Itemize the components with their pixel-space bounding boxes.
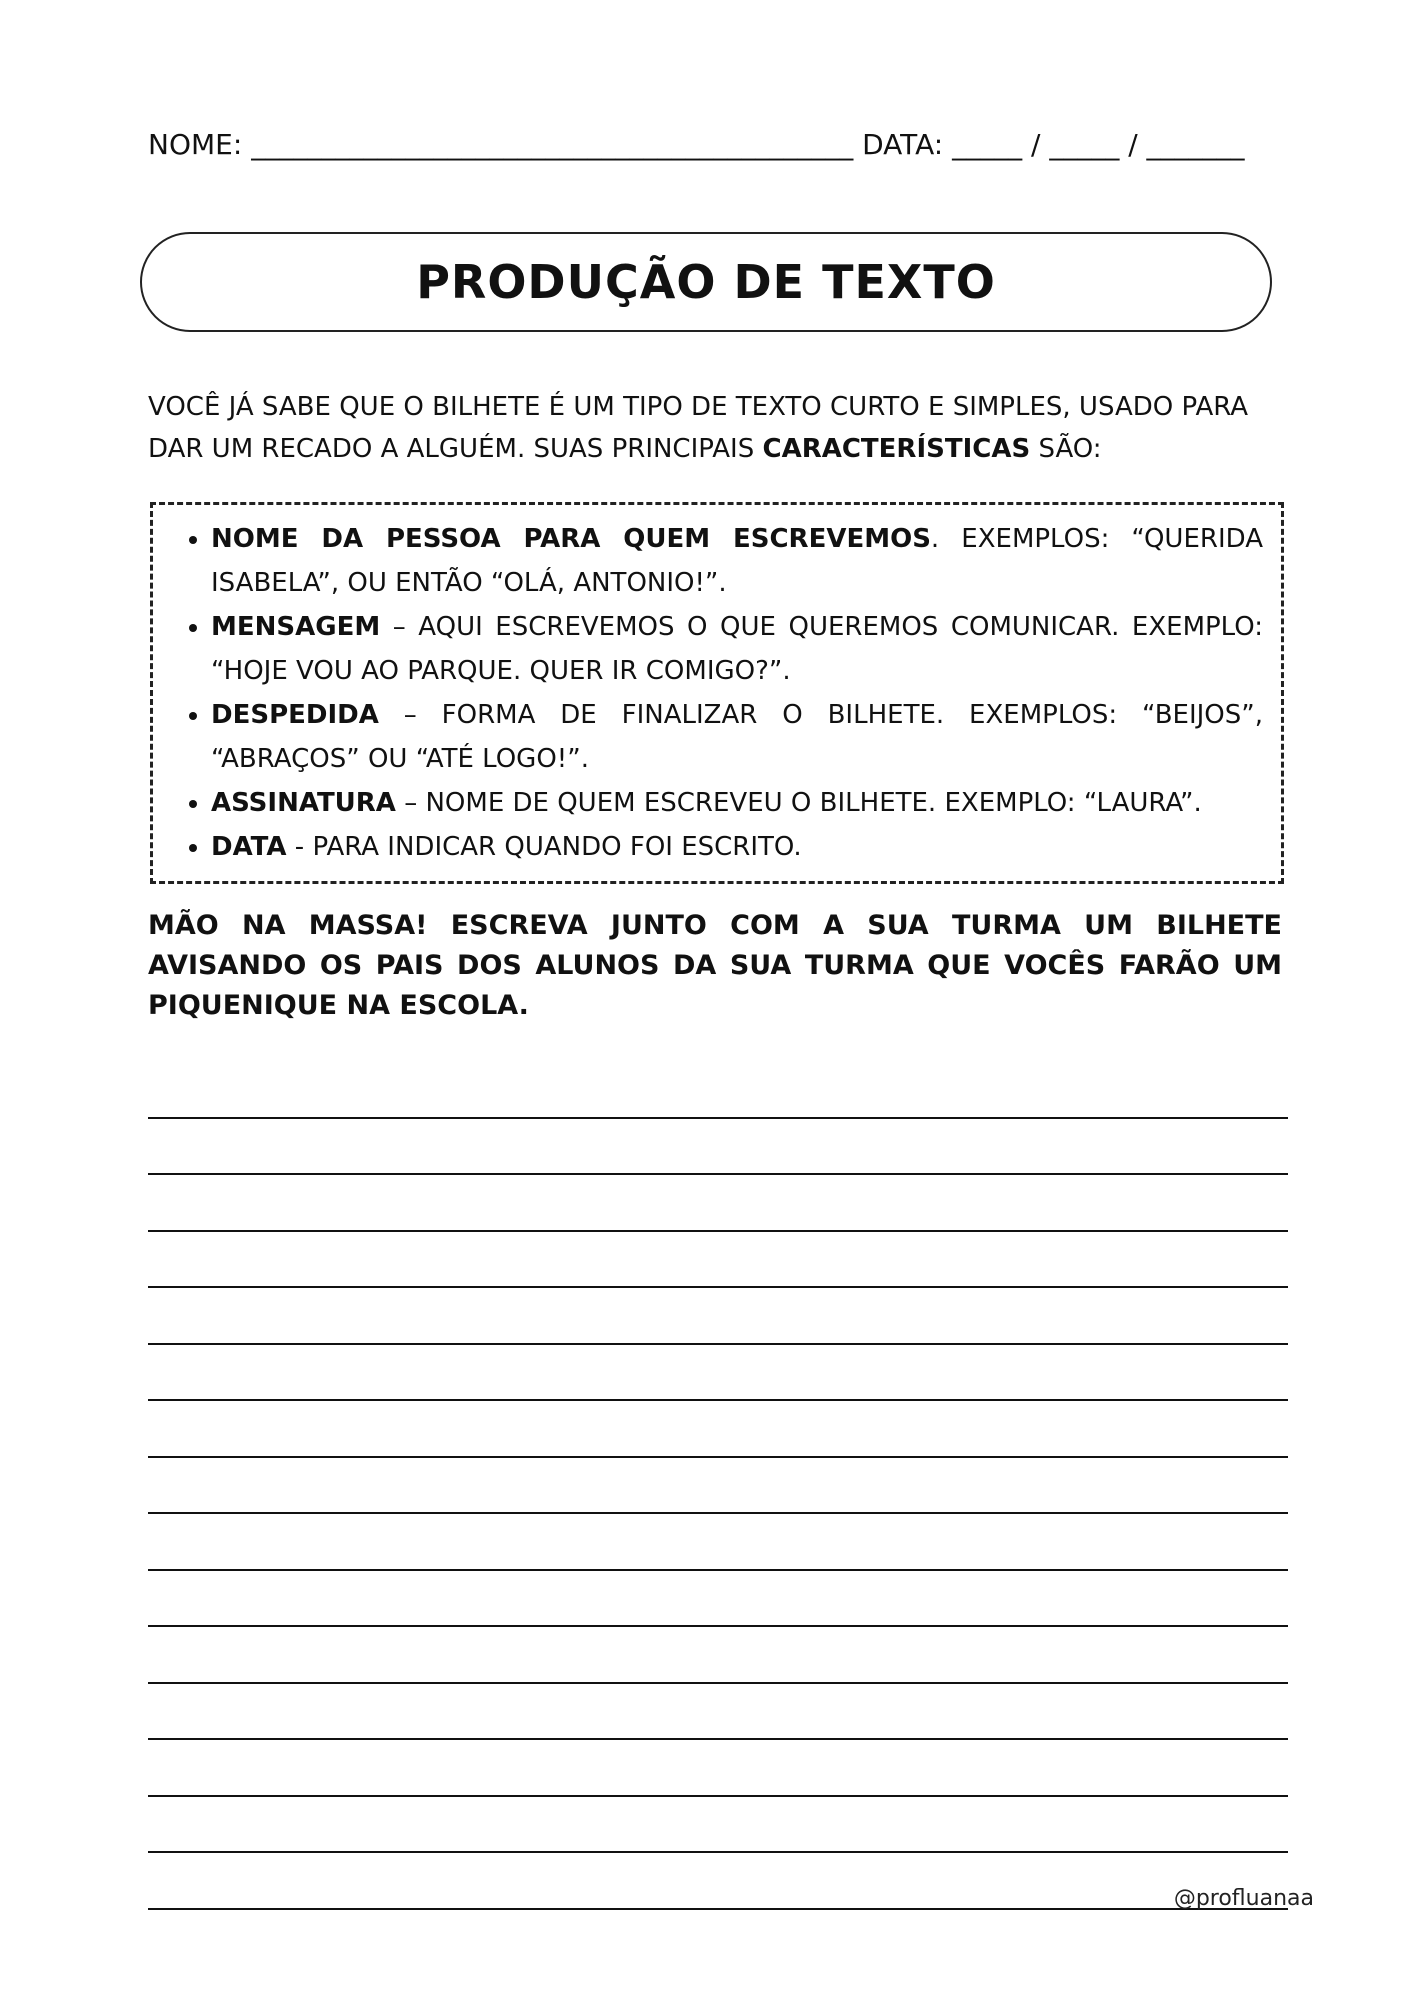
- intro-text-end: SÃO:: [1030, 434, 1102, 464]
- intro-paragraph: [148, 386, 1278, 470]
- writing-line[interactable]: [148, 1458, 1288, 1515]
- writing-line[interactable]: [148, 1175, 1288, 1232]
- writing-line[interactable]: [148, 1062, 1288, 1119]
- item-description: – FORMA DE FINALIZAR O BILHETE. EXEMPLOS: “BEIJOS”, “ABRAÇOS” OU “ATÉ LOGO!”.: [211, 700, 1263, 774]
- name-blank[interactable]: ___________________________________________: [251, 128, 854, 161]
- writing-lines[interactable]: [148, 1062, 1288, 1910]
- name-label: NOME:: [148, 128, 243, 161]
- item-description: – AQUI ESCREVEMOS O QUE QUEREMOS COMUNICAR. EXEMPLO: “HOJE VOU AO PARQUE. QUER IR COMIGO?”.: [211, 612, 1263, 686]
- writing-line[interactable]: [148, 1684, 1288, 1741]
- intro-text: VOCÊ JÁ SABE QUE O BILHETE É UM TIPO DE TEXTO CURTO E SIMPLES, USADO PARA DAR UM RECADO A ALGUÉM. SUAS PRINCIPAIS: [148, 392, 1249, 464]
- date-blank[interactable]: _____ / _____ / _______: [952, 128, 1245, 161]
- writing-line[interactable]: [148, 1853, 1288, 1910]
- list-item: [211, 781, 1263, 825]
- list-item: [211, 825, 1263, 869]
- item-term: ASSINATURA: [211, 788, 396, 818]
- list-item: [211, 605, 1263, 693]
- writing-line[interactable]: [148, 1401, 1288, 1458]
- item-description: - PARA INDICAR QUANDO FOI ESCRITO.: [286, 832, 802, 862]
- list-item: [211, 693, 1263, 781]
- writing-line[interactable]: [148, 1627, 1288, 1684]
- item-description: – NOME DE QUEM ESCREVEU O BILHETE. EXEMPLO: “LAURA”.: [395, 788, 1202, 818]
- author-handle: @profluanaa: [1173, 1886, 1314, 1911]
- item-term: DATA: [211, 832, 287, 862]
- writing-line[interactable]: [148, 1571, 1288, 1628]
- item-term: MENSAGEM: [211, 612, 381, 642]
- characteristics-list: [171, 517, 1263, 869]
- writing-line[interactable]: [148, 1797, 1288, 1854]
- writing-line[interactable]: [148, 1232, 1288, 1289]
- task-instruction: MÃO NA MASSA! ESCREVA JUNTO COM A SUA TURMA UM BILHETE AVISANDO OS PAIS DOS ALUNOS DA SUA TURMA QUE VOCÊS FARÃO UM PIQUENIQUE NA ESCOLA.: [148, 910, 1282, 1021]
- date-label: DATA:: [862, 128, 944, 161]
- writing-line[interactable]: [148, 1514, 1288, 1571]
- characteristics-box: [150, 502, 1284, 884]
- writing-line[interactable]: [148, 1740, 1288, 1797]
- writing-line[interactable]: [148, 1345, 1288, 1402]
- title-box: [140, 232, 1272, 332]
- item-description: . EXEMPLOS: “QUERIDA ISABELA”, OU ENTÃO “OLÁ, ANTONIO!”.: [211, 524, 1263, 598]
- page-title: PRODUÇÃO DE TEXTO: [416, 255, 996, 309]
- writing-line[interactable]: [148, 1288, 1288, 1345]
- item-term: NOME DA PESSOA PARA QUEM ESCREVEMOS: [211, 524, 931, 554]
- item-term: DESPEDIDA: [211, 700, 379, 730]
- list-item: [211, 517, 1263, 605]
- header-name-date: [148, 128, 1278, 161]
- writing-line[interactable]: [148, 1119, 1288, 1176]
- intro-bold: CARACTERÍSTICAS: [762, 434, 1031, 464]
